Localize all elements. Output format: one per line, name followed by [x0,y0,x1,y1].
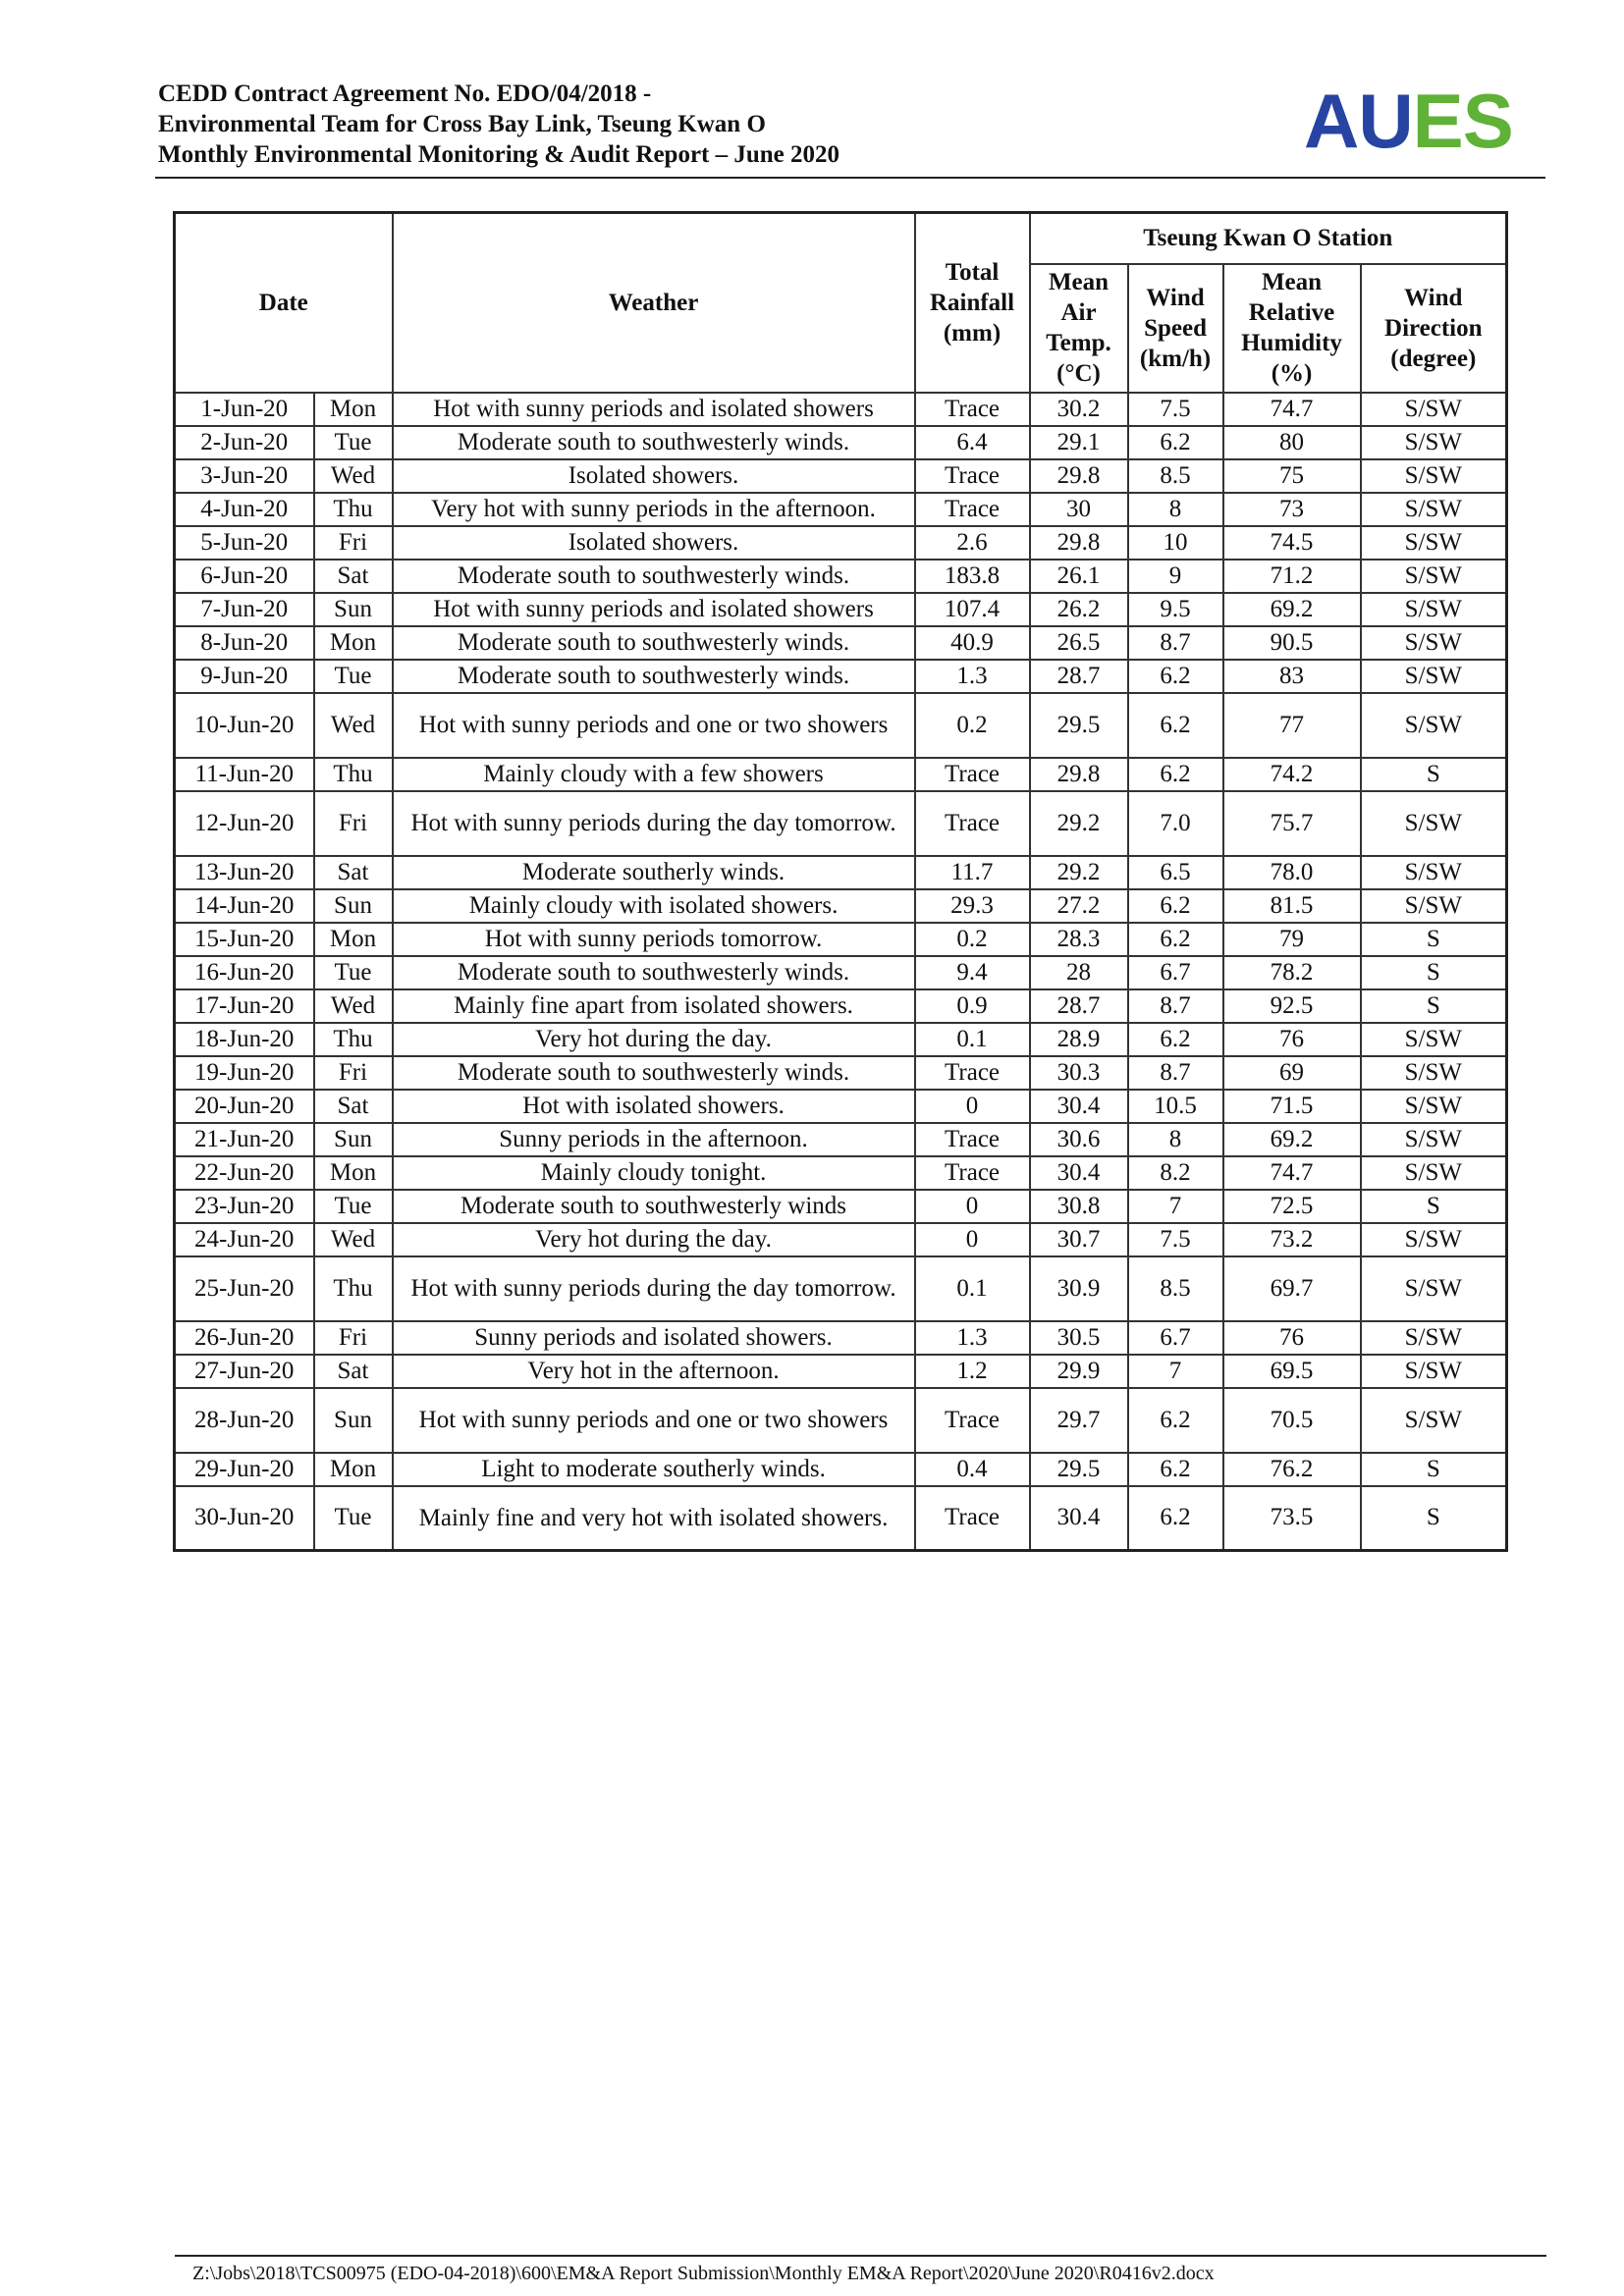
cell-wind-direction: S [1361,956,1507,989]
cell-wind-direction: S/SW [1361,791,1507,856]
cell-rainfall: 0.4 [915,1453,1030,1486]
cell-humidity: 83 [1223,660,1361,693]
cell-day: Sun [314,593,393,626]
cell-temp: 30.6 [1030,1123,1128,1156]
cell-wind-speed: 10.5 [1128,1090,1223,1123]
cell-date: 24-Jun-20 [175,1223,314,1256]
cell-rainfall: 0.2 [915,923,1030,956]
cell-day: Mon [314,1156,393,1190]
cell-wind-speed: 6.7 [1128,956,1223,989]
cell-humidity: 76.2 [1223,1453,1361,1486]
cell-day: Mon [314,1453,393,1486]
cell-day: Fri [314,1056,393,1090]
cell-date: 20-Jun-20 [175,1090,314,1123]
header-weather: Weather [393,213,915,393]
cell-wind-direction: S/SW [1361,856,1507,889]
cell-day: Fri [314,791,393,856]
cell-temp: 29.5 [1030,693,1128,758]
aues-logo [1304,78,1513,164]
table-row [175,1256,1507,1321]
table-row [175,923,1507,956]
cell-humidity: 74.5 [1223,526,1361,560]
cell-day: Tue [314,1190,393,1223]
cell-rainfall: Trace [915,1486,1030,1551]
cell-date: 17-Jun-20 [175,989,314,1023]
cell-wind-speed: 7.5 [1128,1223,1223,1256]
table-row [175,660,1507,693]
cell-date: 5-Jun-20 [175,526,314,560]
cell-date: 28-Jun-20 [175,1388,314,1453]
cell-wind-direction: S/SW [1361,393,1507,426]
cell-date: 13-Jun-20 [175,856,314,889]
table-row [175,526,1507,560]
cell-wind-direction: S/SW [1361,1090,1507,1123]
logo-part-au: AU [1304,78,1413,164]
cell-wind-speed: 6.2 [1128,1388,1223,1453]
cell-date: 1-Jun-20 [175,393,314,426]
cell-date: 27-Jun-20 [175,1355,314,1388]
cell-temp: 29.5 [1030,1453,1128,1486]
cell-wind-speed: 8.7 [1128,1056,1223,1090]
cell-day: Mon [314,626,393,660]
cell-wind-direction: S/SW [1361,493,1507,526]
table-row [175,1486,1507,1551]
cell-rainfall: 0 [915,1090,1030,1123]
weather-table [173,211,1508,1552]
cell-wind-direction: S/SW [1361,1156,1507,1190]
cell-humidity: 76 [1223,1023,1361,1056]
cell-wind-direction: S [1361,989,1507,1023]
header-line-team: Environmental Team for Cross Bay Link, Tseung Kwan O [158,111,766,137]
cell-day: Sun [314,1388,393,1453]
cell-date: 18-Jun-20 [175,1023,314,1056]
table-row [175,1223,1507,1256]
cell-temp: 29.8 [1030,758,1128,791]
cell-wind-speed: 7 [1128,1355,1223,1388]
cell-wind-speed: 7 [1128,1190,1223,1223]
cell-rainfall: Trace [915,493,1030,526]
cell-weather: Light to moderate southerly winds. [393,1453,915,1486]
cell-temp: 29.1 [1030,426,1128,459]
cell-date: 12-Jun-20 [175,791,314,856]
cell-weather: Isolated showers. [393,459,915,493]
cell-temp: 29.8 [1030,526,1128,560]
cell-wind-direction: S/SW [1361,889,1507,923]
cell-humidity: 71.2 [1223,560,1361,593]
table-row [175,758,1507,791]
cell-wind-direction: S [1361,1486,1507,1551]
cell-weather: Mainly fine and very hot with isolated showers. [393,1486,915,1551]
cell-rainfall: Trace [915,1388,1030,1453]
table-row [175,459,1507,493]
cell-rainfall: 1.2 [915,1355,1030,1388]
cell-day: Sat [314,1090,393,1123]
cell-wind-direction: S/SW [1361,1056,1507,1090]
cell-date: 14-Jun-20 [175,889,314,923]
cell-wind-direction: S/SW [1361,560,1507,593]
cell-date: 6-Jun-20 [175,560,314,593]
cell-day: Tue [314,956,393,989]
cell-wind-direction: S/SW [1361,1023,1507,1056]
header-temp: Mean Air Temp. (°C) [1030,264,1128,393]
cell-weather: Mainly cloudy with isolated showers. [393,889,915,923]
cell-weather: Hot with sunny periods and one or two showers [393,1388,915,1453]
cell-wind-direction: S/SW [1361,660,1507,693]
cell-rainfall: Trace [915,1156,1030,1190]
cell-weather: Hot with sunny periods during the day tomorrow. [393,1256,915,1321]
cell-humidity: 73.5 [1223,1486,1361,1551]
header-divider [155,177,1545,179]
cell-wind-speed: 8 [1128,493,1223,526]
weather-rows [175,393,1507,1551]
table-row [175,393,1507,426]
cell-humidity: 90.5 [1223,626,1361,660]
cell-rainfall: 0 [915,1190,1030,1223]
cell-temp: 30.4 [1030,1090,1128,1123]
cell-temp: 30.4 [1030,1156,1128,1190]
cell-temp: 28.9 [1030,1023,1128,1056]
cell-wind-speed: 6.2 [1128,889,1223,923]
cell-date: 26-Jun-20 [175,1321,314,1355]
cell-temp: 29.2 [1030,791,1128,856]
cell-date: 16-Jun-20 [175,956,314,989]
cell-date: 19-Jun-20 [175,1056,314,1090]
cell-humidity: 77 [1223,693,1361,758]
cell-wind-speed: 6.2 [1128,660,1223,693]
cell-humidity: 75.7 [1223,791,1361,856]
cell-temp: 28 [1030,956,1128,989]
cell-date: 7-Jun-20 [175,593,314,626]
cell-wind-speed: 9 [1128,560,1223,593]
cell-weather: Mainly fine apart from isolated showers. [393,989,915,1023]
cell-date: 30-Jun-20 [175,1486,314,1551]
cell-weather: Moderate south to southwesterly winds. [393,1056,915,1090]
table-row [175,989,1507,1023]
cell-temp: 28.3 [1030,923,1128,956]
table-row [175,1090,1507,1123]
cell-day: Thu [314,1023,393,1056]
cell-humidity: 76 [1223,1321,1361,1355]
cell-wind-direction: S/SW [1361,593,1507,626]
table-row [175,1123,1507,1156]
cell-wind-direction: S/SW [1361,459,1507,493]
cell-wind-speed: 6.2 [1128,426,1223,459]
cell-rainfall: Trace [915,459,1030,493]
cell-day: Wed [314,989,393,1023]
cell-wind-direction: S [1361,923,1507,956]
cell-rainfall: 11.7 [915,856,1030,889]
cell-rainfall: Trace [915,1056,1030,1090]
cell-day: Mon [314,393,393,426]
cell-date: 10-Jun-20 [175,693,314,758]
cell-temp: 30.4 [1030,1486,1128,1551]
table-row [175,1156,1507,1190]
cell-wind-direction: S/SW [1361,426,1507,459]
cell-temp: 30.8 [1030,1190,1128,1223]
cell-weather: Very hot during the day. [393,1223,915,1256]
cell-wind-direction: S [1361,758,1507,791]
cell-temp: 29.8 [1030,459,1128,493]
cell-wind-speed: 7.0 [1128,791,1223,856]
cell-temp: 29.9 [1030,1355,1128,1388]
cell-day: Tue [314,660,393,693]
cell-humidity: 75 [1223,459,1361,493]
cell-wind-direction: S/SW [1361,1388,1507,1453]
cell-humidity: 74.7 [1223,1156,1361,1190]
cell-humidity: 74.2 [1223,758,1361,791]
cell-day: Wed [314,693,393,758]
header-wind-direction: Wind Direction (degree) [1361,264,1507,393]
header-line-contract: CEDD Contract Agreement No. EDO/04/2018 - [158,80,652,107]
cell-date: 3-Jun-20 [175,459,314,493]
cell-date: 21-Jun-20 [175,1123,314,1156]
cell-wind-speed: 6.2 [1128,1453,1223,1486]
cell-weather: Mainly cloudy with a few showers [393,758,915,791]
table-row [175,593,1507,626]
cell-humidity: 78.0 [1223,856,1361,889]
cell-weather: Hot with isolated showers. [393,1090,915,1123]
cell-temp: 30.2 [1030,393,1128,426]
cell-wind-direction: S [1361,1453,1507,1486]
cell-rainfall: 1.3 [915,1321,1030,1355]
cell-temp: 28.7 [1030,660,1128,693]
cell-wind-direction: S/SW [1361,1355,1507,1388]
cell-wind-speed: 6.7 [1128,1321,1223,1355]
cell-weather: Sunny periods and isolated showers. [393,1321,915,1355]
cell-weather: Sunny periods in the afternoon. [393,1123,915,1156]
cell-weather: Moderate south to southwesterly winds. [393,560,915,593]
cell-wind-direction: S/SW [1361,1123,1507,1156]
cell-humidity: 69.5 [1223,1355,1361,1388]
cell-humidity: 79 [1223,923,1361,956]
table-row [175,626,1507,660]
cell-wind-speed: 8 [1128,1123,1223,1156]
cell-rainfall: 2.6 [915,526,1030,560]
cell-temp: 30.5 [1030,1321,1128,1355]
cell-humidity: 78.2 [1223,956,1361,989]
cell-wind-speed: 10 [1128,526,1223,560]
cell-wind-speed: 8.7 [1128,989,1223,1023]
cell-weather: Hot with sunny periods and isolated showers [393,593,915,626]
cell-wind-direction: S/SW [1361,1321,1507,1355]
cell-humidity: 74.7 [1223,393,1361,426]
logo-part-es: ES [1412,78,1513,164]
cell-wind-speed: 9.5 [1128,593,1223,626]
cell-weather: Very hot during the day. [393,1023,915,1056]
cell-humidity: 80 [1223,426,1361,459]
cell-weather: Moderate south to southwesterly winds. [393,660,915,693]
header-rainfall: Total Rainfall (mm) [915,213,1030,393]
cell-day: Fri [314,1321,393,1355]
cell-humidity: 73.2 [1223,1223,1361,1256]
cell-wind-speed: 8.5 [1128,1256,1223,1321]
cell-rainfall: 1.3 [915,660,1030,693]
cell-day: Wed [314,1223,393,1256]
cell-day: Thu [314,758,393,791]
table-row [175,493,1507,526]
cell-day: Sun [314,889,393,923]
cell-day: Tue [314,426,393,459]
cell-weather: Very hot in the afternoon. [393,1355,915,1388]
cell-weather: Moderate south to southwesterly winds. [393,626,915,660]
table-row [175,1355,1507,1388]
cell-temp: 26.2 [1030,593,1128,626]
cell-date: 15-Jun-20 [175,923,314,956]
cell-temp: 30.3 [1030,1056,1128,1090]
cell-date: 29-Jun-20 [175,1453,314,1486]
cell-wind-speed: 6.2 [1128,923,1223,956]
table-row [175,1388,1507,1453]
cell-date: 22-Jun-20 [175,1156,314,1190]
table-row [175,1453,1507,1486]
table-row [175,1023,1507,1056]
cell-date: 11-Jun-20 [175,758,314,791]
header-date: Date [175,213,393,393]
cell-wind-direction: S/SW [1361,1256,1507,1321]
cell-day: Fri [314,526,393,560]
cell-weather: Isolated showers. [393,526,915,560]
cell-day: Sat [314,560,393,593]
cell-humidity: 81.5 [1223,889,1361,923]
cell-rainfall: 107.4 [915,593,1030,626]
table-row [175,426,1507,459]
cell-humidity: 69 [1223,1056,1361,1090]
cell-day: Tue [314,1486,393,1551]
cell-weather: Mainly cloudy tonight. [393,1156,915,1190]
cell-temp: 27.2 [1030,889,1128,923]
header-line-report: Monthly Environmental Monitoring & Audit Report – June 2020 [158,141,840,168]
cell-rainfall: Trace [915,758,1030,791]
cell-day: Thu [314,1256,393,1321]
cell-day: Sat [314,856,393,889]
table-row [175,956,1507,989]
cell-date: 9-Jun-20 [175,660,314,693]
footer-divider [175,2255,1546,2257]
table-row [175,889,1507,923]
cell-wind-speed: 8.7 [1128,626,1223,660]
cell-wind-direction: S/SW [1361,693,1507,758]
cell-humidity: 69.2 [1223,1123,1361,1156]
table-row [175,791,1507,856]
cell-weather: Hot with sunny periods and isolated showers [393,393,915,426]
cell-date: 25-Jun-20 [175,1256,314,1321]
cell-weather: Moderate south to southwesterly winds [393,1190,915,1223]
cell-wind-direction: S/SW [1361,626,1507,660]
table-row [175,560,1507,593]
cell-wind-direction: S [1361,1190,1507,1223]
cell-day: Thu [314,493,393,526]
cell-rainfall: 40.9 [915,626,1030,660]
cell-rainfall: 29.3 [915,889,1030,923]
cell-temp: 30.9 [1030,1256,1128,1321]
cell-humidity: 72.5 [1223,1190,1361,1223]
report-header [158,79,839,170]
cell-rainfall: 0.1 [915,1023,1030,1056]
cell-weather: Moderate south to southwesterly winds. [393,956,915,989]
cell-temp: 28.7 [1030,989,1128,1023]
cell-rainfall: 0.1 [915,1256,1030,1321]
cell-wind-speed: 6.2 [1128,693,1223,758]
cell-temp: 29.7 [1030,1388,1128,1453]
cell-weather: Very hot with sunny periods in the afternoon. [393,493,915,526]
cell-humidity: 69.7 [1223,1256,1361,1321]
cell-rainfall: 6.4 [915,426,1030,459]
cell-rainfall: 0.2 [915,693,1030,758]
cell-date: 2-Jun-20 [175,426,314,459]
table-row [175,693,1507,758]
cell-humidity: 69.2 [1223,593,1361,626]
header-humidity: Mean Relative Humidity (%) [1223,264,1361,393]
cell-wind-speed: 8.2 [1128,1156,1223,1190]
cell-weather: Moderate south to southwesterly winds. [393,426,915,459]
cell-temp: 29.2 [1030,856,1128,889]
cell-day: Sun [314,1123,393,1156]
cell-weather: Moderate southerly winds. [393,856,915,889]
cell-rainfall: Trace [915,1123,1030,1156]
header-station: Tseung Kwan O Station [1030,213,1507,264]
table-row [175,856,1507,889]
cell-rainfall: 9.4 [915,956,1030,989]
cell-humidity: 92.5 [1223,989,1361,1023]
cell-date: 8-Jun-20 [175,626,314,660]
cell-wind-speed: 6.2 [1128,758,1223,791]
table-row [175,1321,1507,1355]
cell-weather: Hot with sunny periods and one or two showers [393,693,915,758]
cell-humidity: 70.5 [1223,1388,1361,1453]
cell-wind-speed: 6.2 [1128,1023,1223,1056]
cell-wind-speed: 6.2 [1128,1486,1223,1551]
cell-rainfall: Trace [915,791,1030,856]
table-row [175,1190,1507,1223]
cell-day: Wed [314,459,393,493]
cell-weather: Hot with sunny periods tomorrow. [393,923,915,956]
cell-wind-speed: 6.5 [1128,856,1223,889]
cell-humidity: 71.5 [1223,1090,1361,1123]
cell-date: 4-Jun-20 [175,493,314,526]
cell-humidity: 73 [1223,493,1361,526]
cell-wind-speed: 7.5 [1128,393,1223,426]
cell-temp: 26.1 [1030,560,1128,593]
cell-temp: 26.5 [1030,626,1128,660]
cell-wind-speed: 8.5 [1128,459,1223,493]
header-wind-speed: Wind Speed (km/h) [1128,264,1223,393]
cell-wind-direction: S/SW [1361,526,1507,560]
cell-day: Mon [314,923,393,956]
cell-wind-direction: S/SW [1361,1223,1507,1256]
cell-temp: 30 [1030,493,1128,526]
cell-rainfall: 0 [915,1223,1030,1256]
cell-rainfall: Trace [915,393,1030,426]
cell-rainfall: 0.9 [915,989,1030,1023]
cell-date: 23-Jun-20 [175,1190,314,1223]
footer-file-path: Z:\Jobs\2018\TCS00975 (EDO-04-2018)\600\EM&A Report Submission\Monthly EM&A Report\2020\June 2020\R0416v2.docx [192,2263,1215,2284]
cell-temp: 30.7 [1030,1223,1128,1256]
cell-weather: Hot with sunny periods during the day tomorrow. [393,791,915,856]
table-row [175,1056,1507,1090]
cell-day: Sat [314,1355,393,1388]
cell-rainfall: 183.8 [915,560,1030,593]
